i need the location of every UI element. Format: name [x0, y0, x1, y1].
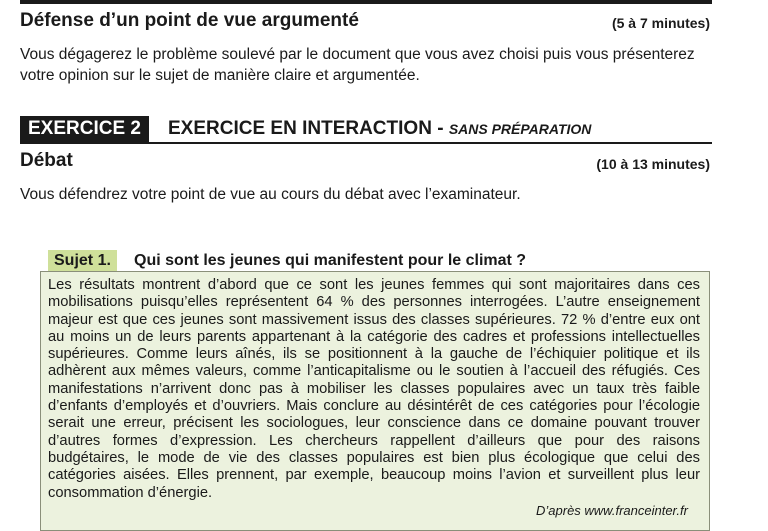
exercice-header: [20, 116, 712, 144]
section1-duration: (5 à 7 minutes): [611, 15, 710, 31]
section1-instruction: Vous dégagerez le problème soulevé par le document que vous avez choisi puis vous présenterez votre opinion sur le sujet de manière claire et argumentée.: [20, 46, 695, 84]
document-source: D’après www.franceinter.fr: [536, 503, 688, 518]
sujet-header: [40, 250, 712, 272]
document-text: Les résultats montrent d’abord que ce sont les jeunes femmes qui sont majoritaires dans ces mobilisations puisqu’elles représentent 64 % des personnes interrogées. L’autre enseignement majeur est que ces jeunes sont massivement issus des classes supérieures. 72 % d’entre eux ont au moins un de leurs parents appartenant à la catégorie des cadres et professions intellectuelles supérieures. Comme leurs aînés, ils se positionnent à la gauche de l’échiquier politique et ils adhèrent aux mêmes valeurs, comme l’anticapitalisme ou le soutien à l’accueil des réfugiés. Ces manifestations n’arrivent donc pas à mobiliser les classes populaires avec un taux très faible d’enfants d’employés et d’ouvriers. Mais conclure au désintérêt de ces catégories pour l’écologie serait une erreur, précisent les sociologues, leur conscience dans ce domaine pouvant trouver d’autres formes d’expression. Les chercheurs rappellent d’ailleurs que pour des raisons budgétaires, le mode de vie des classes populaires est bien plus écologique que celui des catégories aisées. Elles prennent, par exemple, beaucoup moins l’avion et surveillent plus leur consommation d’énergie.: [48, 277, 700, 501]
exercice-title-main: EXERCICE EN INTERACTION -: [168, 118, 449, 139]
top-rule: [20, 0, 712, 4]
exercice-title: [168, 116, 591, 142]
section2-instruction: Vous défendrez votre point de vue au cours du débat avec l’examinateur.: [20, 186, 521, 203]
exercice-label: EXERCICE 2: [20, 116, 149, 142]
sujet-question: Qui sont les jeunes qui manifestent pour le climat ?: [134, 252, 527, 269]
section1-title: Défense d’un point de vue argumenté: [20, 10, 359, 31]
section2-title: Débat: [20, 150, 73, 171]
exercice-subtitle: SANS PRÉPARATION: [448, 121, 592, 137]
sujet-label: Sujet 1.: [48, 250, 117, 272]
section2-duration: (10 à 13 minutes): [596, 156, 710, 172]
